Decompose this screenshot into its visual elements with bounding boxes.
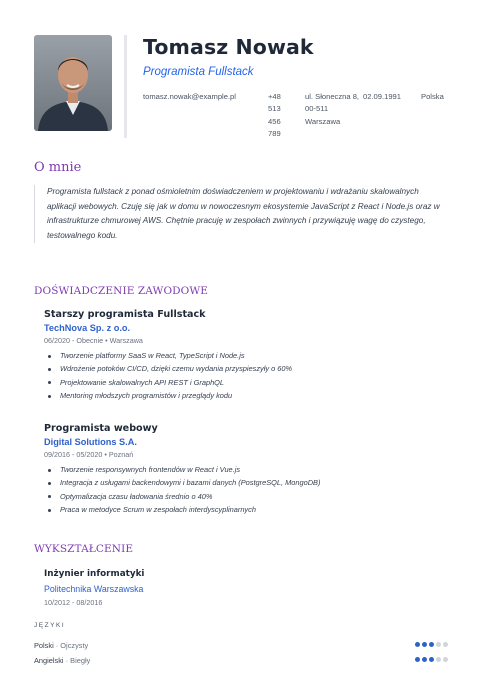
education-dates: 10/2012 - 08/2016 (44, 598, 103, 607)
language-item (34, 641, 448, 650)
job-title: Programista webowy (44, 423, 158, 434)
job-entry (44, 309, 464, 403)
bullet-item: Tworzenie responsywnych frontendów w React i Vue.js (44, 463, 464, 476)
full-name: Tomasz Nowak (143, 35, 314, 59)
job-entry (44, 423, 464, 517)
school-name: Politechnika Warszawska (44, 584, 144, 594)
section-title-about: O mnie (34, 160, 82, 175)
level-dot (415, 642, 420, 647)
birth-date: 02.09.1991 (363, 92, 402, 101)
country: Polska (421, 92, 444, 101)
degree: Inżynier informatyki (44, 569, 145, 579)
level-dot (429, 657, 434, 662)
level-dot (415, 657, 420, 662)
language-level-dots (415, 657, 448, 662)
profile-photo (34, 35, 112, 131)
language-level-dots (415, 642, 448, 647)
phone[interactable]: +48 513 456 789 (268, 92, 281, 139)
section-title-education: WYKSZTAŁCENIE (34, 543, 134, 555)
language-separator: · (65, 656, 71, 665)
section-title-experience: DOŚWIADCZENIE ZAWODOWE (34, 285, 209, 297)
company-name: TechNova Sp. z o.o. (44, 323, 131, 333)
bullet-item: Mentoring młodszych programistów i przeglądy kodu (44, 389, 464, 402)
language-item (34, 656, 448, 665)
bullet-item: Projektowanie skalowalnych API REST i GraphQL (44, 376, 464, 389)
level-dot (429, 642, 434, 647)
about-text: Programista fullstack z ponad ośmioletnim doświadczeniem w projektowaniu i wdrażaniu skalowalnych aplikacji webowych. Czuję się jak w domu w nowoczesnym ekosystemie JavaScript z React i Node.js oraz w infrastrukturze chmurowej AWS. Chętnie pracuję w zespołach zwinnych i przywiązuję wagę do czystego, testowalnego kodu. (34, 185, 448, 243)
company-name: Digital Solutions S.A. (44, 437, 137, 447)
level-dot (443, 657, 448, 662)
header-divider (124, 35, 127, 138)
bullet-item: Optymalizacja czasu ładowania średnio o 40% (44, 490, 464, 503)
language-name: Polski (34, 641, 54, 650)
bullet-item: Praca w metodyce Scrum w zespołach interdyscyplinarnych (44, 503, 464, 516)
address: ul. Słoneczna 8, 00-511 Warszawa (305, 92, 360, 126)
job-bullets (44, 349, 464, 403)
job-bullets (44, 463, 464, 517)
job-meta: 06/2020 - Obecnie • Warszawa (44, 336, 143, 345)
level-dot (443, 642, 448, 647)
language-level: Ojczysty (60, 641, 89, 650)
education-entry (44, 569, 144, 607)
section-title-languages: JĘZYKI (34, 622, 66, 629)
level-dot (422, 657, 427, 662)
language-level: Biegły (70, 656, 91, 665)
bullet-item: Tworzenie platformy SaaS w React, TypeScript i Node.js (44, 349, 464, 362)
bullet-item: Wdrożenie potoków CI/CD, dzięki czemu wydania przyspieszyły o 60% (44, 362, 464, 375)
level-dot (436, 657, 441, 662)
language-name: Angielski (34, 656, 64, 665)
bullet-item: Integracja z usługami backendowymi i bazami danych (PostgreSQL, MongoDB) (44, 476, 464, 489)
level-dot (422, 642, 427, 647)
job-title: Starszy programista Fullstack (44, 309, 206, 320)
job-role: Programista Fullstack (143, 66, 254, 78)
job-meta: 09/2016 - 05/2020 • Poznań (44, 450, 134, 459)
level-dot (436, 642, 441, 647)
language-separator: · (55, 641, 61, 650)
email[interactable]: tomasz.nowak@example.pl (143, 92, 236, 101)
